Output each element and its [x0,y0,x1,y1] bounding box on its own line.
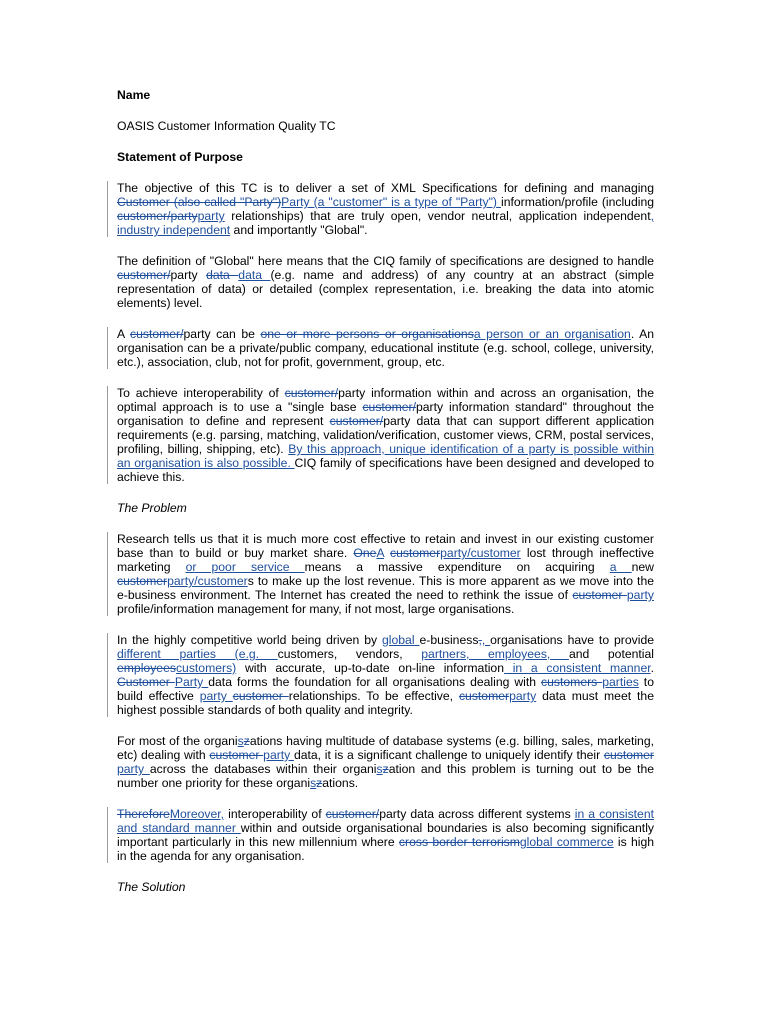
tracked-insertion: customers) [175,661,237,675]
text-run: customers, vendors, [277,647,422,661]
tracked-insertion: a person or an organisation [473,327,631,341]
tracked-insertion: data [238,268,271,282]
tracked-insertion: party [509,689,537,703]
text-run: CIQ family of specifications have been designed and developed to achieve this. [117,456,654,484]
tracked-deletion: customer [117,574,168,588]
tracked-insertion: global [382,633,420,647]
text-run: e-business [419,633,479,647]
text-run: to build effective [117,675,654,703]
body-paragraph [117,734,654,790]
text-run: lost through ineffective marketing [117,546,654,574]
tracked-deletion: cross border terrorism [398,835,520,849]
text-run: The objective of this TC is to deliver a set of XML Specifications for defining and managing [117,181,654,195]
text-run: party information within and across an organisation, the optimal approach is to use a "single base [117,386,654,414]
tracked-insertion: in a consistent and standard manner [117,807,654,835]
text-run: party [170,268,207,282]
text-run: Research tells us that it is much more cost effective to retain and invest in our existing customer base than to build or buy market share. [117,532,654,560]
text-run: For most of the organi [117,734,238,748]
tracked-insertion: parties [602,675,639,689]
tracked-insertion: party [199,689,233,703]
tracked-deletion: customer [603,748,654,762]
tracked-insertion: By this approach, unique identification of a party is possible within an organisation is also possible. [117,442,654,470]
text-run: and potential [568,647,654,661]
tracked-insertion: global commerce [519,835,614,849]
body-paragraph [117,532,654,616]
text-run: ation and this problem is turning out to be the number one priority for these organi [117,762,655,790]
tracked-deletion: customer [209,748,264,762]
tracked-insertion: party [626,588,654,602]
text-run: The Solution [117,880,186,894]
tracked-deletion: customer [390,546,441,560]
text-run: A [117,327,130,341]
tracked-insertion: s [310,776,317,790]
tracked-deletion: employees [117,661,176,675]
text-run: data forms the foundation for all organisations dealing with [208,675,542,689]
tracked-deletion: customer/ [117,268,171,282]
text-run: party information standard" throughout the organisation to define and represent [117,400,654,428]
text-run: organisations have to provide [490,633,654,647]
text-run: and importantly "Global". [230,223,368,237]
tracked-deletion: customer [232,689,289,703]
subsection-heading [117,880,654,894]
subsection-heading [117,501,654,515]
tracked-insertion: , [481,633,491,647]
text-run: ations having multitude of database systems (e.g. billing, sales, marketing, etc) dealing with [117,734,654,762]
text-run: The Problem [117,501,187,515]
section-heading [117,88,654,102]
text-run: . An organisation can be a private/public company, educational institute (e.g. school, college, university, etc.), association, club, not for profit, government, group, etc. [117,327,654,369]
text-run: data, it is a significant challenge to uniquely identify their [293,748,604,762]
tracked-insertion: party/customer [167,574,248,588]
text-run: ations. [322,776,359,790]
text-run: relationships) that are truly open, vendor neutral, application independent [224,209,651,223]
tracked-deletion: , [478,633,482,647]
text-run: with accurate, up-to-date on-line information [236,661,504,675]
tracked-deletion: customer [458,689,510,703]
text-run: OASIS Customer Information Quality TC [117,119,336,133]
tracked-insertion: a [609,560,632,574]
text-run: new [631,560,654,574]
body-paragraph [117,807,654,863]
text-run: profile/information management for many, if not most, large organisations. [117,602,515,616]
text-run: means a massive expenditure on acquiring [304,560,610,574]
tracked-deletion: customer/ [362,400,416,414]
body-paragraph [117,254,654,310]
tracked-deletion: customer/ [130,327,184,341]
tracked-deletion: One [353,546,377,560]
text-run: relationships. To be effective, [288,689,459,703]
tracked-insertion: s [237,734,244,748]
document-page [117,88,654,911]
text-run: Name [117,88,151,102]
tracked-insertion: party [263,748,294,762]
tracked-deletion: Therefore [117,807,170,821]
tracked-insertion: Party (a "customer" is a type of "Party") [281,195,501,209]
tracked-insertion: Party [174,675,209,689]
tracked-deletion: z [316,776,323,790]
text-run: within and outside organisational boundaries is also becoming significantly important particularly in this new millennium where [117,821,654,849]
tracked-deletion: customer/party [117,209,198,223]
tracked-deletion: one or more persons or organisations [260,327,474,341]
body-paragraph [117,119,654,133]
tracked-deletion: customer/ [329,414,384,428]
text-run: data must meet the highest possible standards of both quality and integrity. [117,689,654,717]
body-paragraph [117,386,654,484]
text-run: interoperability of [224,807,326,821]
body-paragraph [117,327,654,369]
tracked-insertion: s [376,762,383,776]
tracked-deletion: z [243,734,250,748]
text-run: Statement of Purpose [117,150,243,164]
tracked-deletion: z [382,762,389,776]
tracked-deletion: data [206,268,239,282]
tracked-deletion: customers [541,675,603,689]
tracked-deletion: Customer [117,675,175,689]
text-run: s to make up the lost revenue. This is more apparent as we move into the e-business environment. The Internet has created the need to rethink the issue of [117,574,654,602]
tracked-deletion: customer/ [325,807,380,821]
body-paragraph [117,633,654,717]
tracked-insertion: , industry independent [117,209,654,237]
body-paragraph [117,181,654,237]
tracked-insertion: different parties (e.g. [117,647,278,661]
section-heading [117,150,654,164]
tracked-insertion: party/customer [440,546,521,560]
text-run: The definition of "Global" here means that the CIQ family of specifications are designed to handle [117,254,654,268]
text-run: information/profile (including [500,195,654,209]
text-run: To achieve interoperability of [117,386,285,400]
tracked-insertion: party [117,762,150,776]
text-run: party data that can support different application requirements (e.g. parsing, matching, validation/verification, customer views, CRM, postal services, profiling, billing, shipping, etc). [117,414,654,456]
tracked-insertion: A [376,546,384,560]
text-run: across the databases within their organi [149,762,377,776]
text-run: (e.g. name and address) of any country at an abstract (simple representation of data) or detailed (complex representation, i.e. breaking the data into atomic elements) level. [117,268,655,310]
tracked-insertion: in a consistent manner [504,661,651,675]
tracked-deletion: customer [572,588,627,602]
text-run: is high in the agenda for any organisation. [117,835,655,863]
tracked-insertion: partners, employees, [421,647,569,661]
text-run: . [650,661,654,675]
tracked-deletion: customer/ [284,386,339,400]
text-run: party data across different systems [379,807,575,821]
text-run: party can be [183,327,261,341]
text-run: In the highly competitive world being driven by [117,633,383,647]
tracked-deletion: Customer (also called "Party") [117,195,282,209]
tracked-insertion: party [197,209,225,223]
tracked-insertion: Moreover, [169,807,225,821]
tracked-insertion: or poor service [185,560,305,574]
